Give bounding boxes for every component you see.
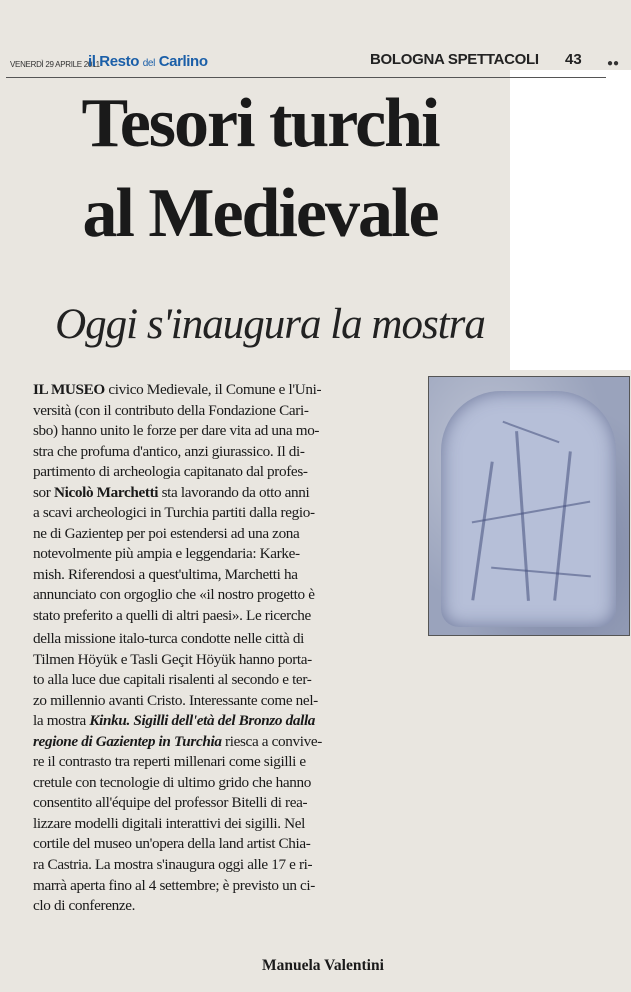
article-line [33, 732, 413, 753]
article-line [33, 380, 423, 401]
logo-text-post: Carlino [158, 53, 208, 70]
article-kicker: IL MUSEO [33, 381, 105, 398]
article-line: consentito all'équipe del professor Bitelli di rea- [33, 794, 308, 812]
article-line: sbo) hanno unito le forze per dare vita ad una mo- [33, 422, 320, 440]
article-line: ne di Gazientep per poi estendersi ad una zona [33, 524, 300, 542]
carving-line [471, 461, 493, 600]
logo-text-pre: il Resto [88, 53, 139, 70]
headline-line-2: al Medievale [82, 175, 438, 252]
article-line [33, 483, 423, 504]
article-text: sor [33, 483, 54, 501]
exhibition-title: Kinku. Sigilli dell'età del Bronzo dalla [89, 712, 316, 730]
carving-line [502, 421, 559, 443]
article-line: ra Castria. La mostra s'inaugura oggi alle 17 e ri- [33, 856, 313, 874]
page-number: 43 [565, 51, 582, 68]
article-text: sta lavorando da otto anni [158, 483, 310, 501]
article-line: lizzare modelli digitali interattivi dei sigilli. Nel [33, 814, 306, 832]
article-line: stato preferito a quelli di altri paesi». Le ricerche [33, 607, 311, 625]
article-body-continued [33, 629, 413, 917]
exhibition-title: regione di Gazientep in Turchia [33, 732, 222, 750]
subheadline: Oggi s'inaugura la mostra [55, 301, 485, 348]
article-line: della missione italo-turca condotte nelle città di [33, 630, 304, 647]
seal-stone-photo [428, 376, 630, 636]
article-line: cortile del museo un'opera della land artist Chia- [33, 835, 311, 853]
section-title: BOLOGNA SPETTACOLI [370, 51, 539, 68]
article-line: notevolmente più ampia e leggendaria: Karke- [33, 545, 300, 563]
masthead [0, 42, 631, 76]
newspaper-logo [88, 53, 208, 70]
article-line: to alla luce due capitali risalenti al secondo e ter- [33, 671, 312, 689]
article-line: stra che profuma d'antico, anzi giurassico. Il di- [33, 442, 305, 460]
logo-text-del: del [142, 58, 155, 69]
carving-line [515, 431, 530, 601]
person-name: Nicolò Marchetti [53, 483, 159, 501]
article-line: annunciato con orgoglio che «il nostro progetto è [33, 586, 315, 604]
article-text: riesca a convive- [221, 732, 322, 750]
page-margin [510, 70, 631, 370]
article-line: partimento di archeologia capitanato dal profes- [33, 463, 308, 481]
author-byline: Manuela Valentini [262, 957, 384, 974]
carving-line [553, 451, 572, 600]
article-line: re il contrasto tra reperti millenari come sigilli e [33, 753, 306, 771]
article-line: a scavi archeologici in Turchia partiti dalla regio- [33, 504, 315, 522]
article-body [33, 380, 423, 627]
article-line: mish. Riferendosi a quest'ultima, Marchetti ha [33, 565, 298, 583]
article-line: Tilmen Höyük e Tasli Geçit Höyük hanno porta- [33, 650, 312, 668]
carved-stone-image [441, 391, 616, 627]
headline-line-1: Tesori turchi [81, 85, 439, 162]
carving-line [491, 567, 591, 578]
article-line [33, 711, 413, 732]
article-line: zo millennio avanti Cristo. Interessante come nel- [33, 691, 318, 709]
article-line: clo di conferenze. [33, 897, 136, 915]
article-line: marrà aperta fino al 4 settembre; è previsto un ci- [33, 876, 315, 894]
masthead-rule [6, 77, 606, 78]
issue-date: VENERDÌ 29 APRILE 2011 [10, 60, 100, 69]
article-text: civico Medievale, il Comune e l'Uni- [104, 381, 322, 398]
carving-line [472, 501, 591, 524]
decorative-dots-icon: ●● [607, 58, 620, 69]
article-text: la mostra [33, 712, 90, 730]
article-line: cretule con tecnologie di ultimo grido che hanno [33, 773, 311, 791]
article-line: versità (con il contributo della Fondazione Cari- [33, 401, 309, 419]
